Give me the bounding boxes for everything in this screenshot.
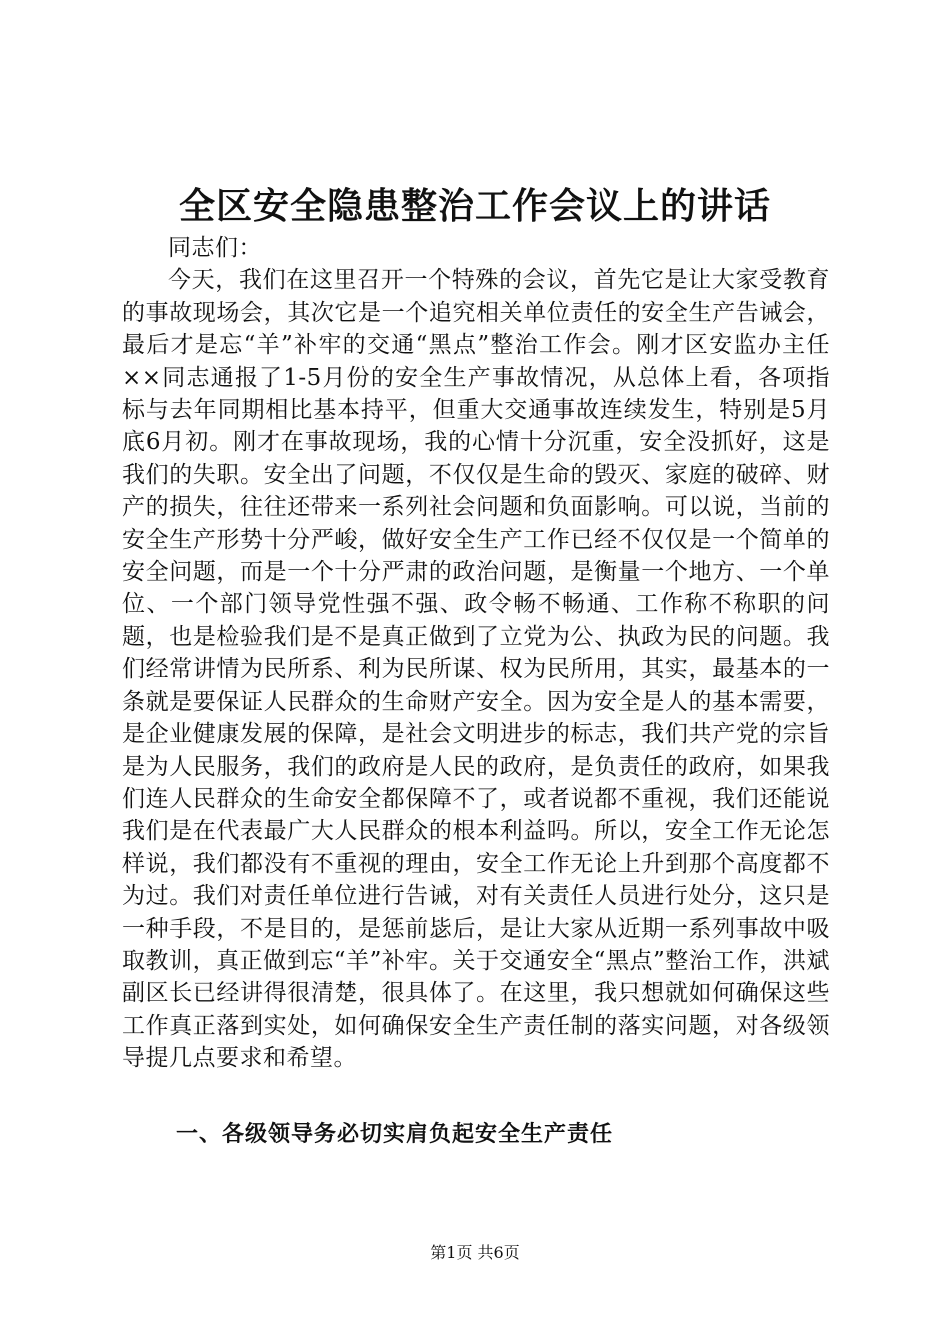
page-footer: 第1页 共6页 xyxy=(430,1243,520,1262)
document-body xyxy=(122,232,830,1075)
paragraph: 今天，我们在这里召开一个特殊的会议，首先它是让大家受教育的事故现场会，其次它是一个追究相关单位责任的安全生产告诫会，最后才是忘“羊”补牢的交通“黑点”整治工作会。刚才区安监办主任××同志通报了1-5月份的安全生产事故情况，从总体上看，各项指标与去年同期相比基本持平，但重大交通事故连续发生，特别是5月底6月初。刚才在事故现场，我的心情十分沉重，安全没抓好，这是我们的失职。安全出了问题，不仅仅是生命的毁灭、家庭的破碎、财产的损失，往往还带来一系列社会问题和负面影响。可以说，当前的安全生产形势十分严峻，做好安全生产工作已经不仅仅是一个简单的安全问题，而是一个十分严肃的政治问题，是衡量一个地方、一个单位、一个部门领导党性强不强、政令畅不畅通、工作称不称职的问题，也是检验我们是不是真正做到了立党为公、执政为民的问题。我们经常讲情为民所系、利为民所谋、权为民所用，其实，最基本的一条就是要保证人民群众的生命财产安全。因为安全是人的基本需要，是企业健康发展的保障，是社会文明进步的标志，我们共产党的宗旨是为人民服务，我们的政府是人民的政府，是负责任的政府，如果我们连人民群众的生命安全都保障不了，或者说都不重视，我们还能说我们是在代表最广大人民群众的根本利益吗。所以，安全工作无论怎样说，我们都没有不重视的理由，安全工作无论上升到那个高度都不为过。我们对责任单位进行告诫，对有关责任人员进行处分，这只是一种手段，不是目的，是惩前毖后，是让大家从近期一系列事故中吸取教训，真正做到忘“羊”补牢。关于交通安全“黑点”整治工作，洪斌副区长已经讲得很清楚，很具体了。在这里，我只想就如何确保这些工作真正落到实处，如何确保安全生产责任制的落实问题，对各级领导提几点要求和希望。 xyxy=(122,267,830,1072)
section-heading: 一、各级领导务必切实肩负起安全生产责任 xyxy=(176,1122,614,1147)
salutation: 同志们： xyxy=(168,235,262,261)
document-title: 全区安全隐患整治工作会议上的讲话 xyxy=(178,186,771,227)
